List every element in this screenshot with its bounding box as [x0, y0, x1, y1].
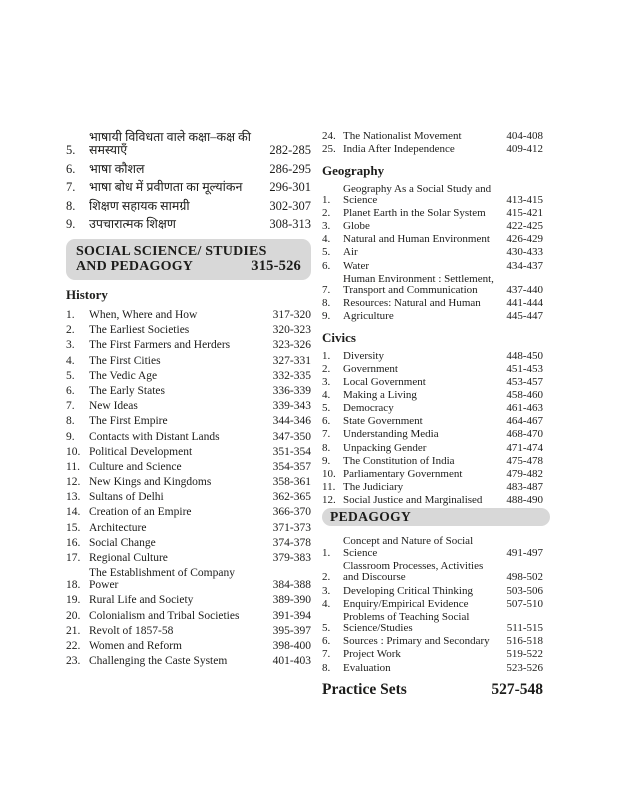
toc-item-title: Women and Reform [89, 639, 182, 652]
toc-item-number: 1. [322, 546, 331, 559]
toc-row [322, 351, 550, 363]
toc-item-title: Geography As a Social Study and Science [343, 182, 492, 207]
toc-row [322, 221, 550, 233]
toc-item-title: Rural Life and Society [89, 594, 194, 607]
toc-item-number: 10. [66, 445, 81, 458]
toc-item-number: 7. [322, 648, 331, 661]
toc-item-number: 25. [322, 143, 336, 156]
toc-row [66, 537, 311, 549]
toc-item-number: 8. [322, 297, 331, 310]
toc-row [322, 536, 550, 559]
toc-item-pages: 332-335 [272, 369, 311, 382]
toc-item-title: The Judiciary [343, 480, 404, 493]
toc-item-pages: 398-400 [272, 639, 311, 652]
toc-item-title: Resources: Natural and Human [343, 297, 481, 310]
toc-item-pages: 441-444 [506, 297, 543, 310]
history-list [66, 309, 311, 667]
toc-item-number: 5. [322, 622, 331, 635]
toc-item-pages: 404-408 [506, 130, 543, 142]
toc-item-number: 18. [66, 579, 81, 592]
toc-item-number: 12. [66, 476, 81, 489]
toc-item-title: The Establishment of Company Power [89, 567, 235, 592]
toc-item-title: Concept and Nature of Social Science [343, 535, 474, 559]
toc-item-title: The Earliest Societies [89, 324, 190, 337]
toc-row [322, 456, 550, 468]
toc-item-number: 21. [66, 624, 81, 637]
toc-row [66, 339, 311, 351]
toc-item-title: Making a Living [343, 389, 417, 402]
toc-row [66, 309, 311, 321]
toc-item-pages: 426-429 [506, 233, 543, 246]
toc-item-number: 1. [322, 194, 331, 207]
toc-row [322, 311, 550, 323]
toc-item-pages: 413-415 [506, 194, 543, 207]
toc-item-pages: 434-437 [506, 259, 543, 272]
toc-row [66, 163, 311, 176]
toc-item-number: 7. [322, 428, 331, 441]
toc-row [322, 495, 550, 507]
toc-item-number: 5. [322, 246, 331, 259]
toc-item-pages: 471-474 [506, 441, 543, 454]
toc-item-pages: 358-361 [272, 476, 311, 489]
toc-row [66, 552, 311, 564]
practice-sets-pages: 527-548 [491, 681, 543, 699]
toc-row [66, 446, 311, 458]
toc-item-number: 9. [322, 310, 331, 323]
toc-item-title: Diversity [343, 349, 384, 362]
toc-item-pages: 327-331 [272, 354, 311, 367]
toc-item-number: 14. [66, 506, 81, 519]
toc-row [322, 429, 550, 441]
toc-item-number: 17. [66, 552, 81, 564]
toc-item-number: 11. [66, 460, 80, 473]
toc-item-number: 4. [66, 354, 75, 367]
toc-item-pages: 362-365 [272, 491, 311, 504]
toc-row [322, 649, 550, 661]
toc-item-pages: 389-390 [272, 594, 311, 607]
toc-item-number: 3. [322, 584, 331, 597]
toc-item-title: New Kings and Kingdoms [89, 476, 212, 489]
toc-row [322, 561, 550, 584]
toc-item-pages: 282-285 [269, 143, 311, 157]
toc-item-title: Creation of an Empire [89, 506, 192, 519]
toc-row [66, 594, 311, 606]
toc-item-pages: 483-487 [506, 480, 543, 493]
toc-item-pages: 320-323 [272, 324, 311, 337]
toc-item-pages: 448-450 [506, 349, 543, 362]
toc-item-title: Human Environment : Settlement, Transport and Communication [343, 272, 494, 297]
toc-row [322, 247, 550, 259]
toc-item-number: 5. [66, 369, 75, 382]
toc-item-title: Social Change [89, 536, 156, 549]
toc-item-pages: 379-383 [272, 552, 311, 564]
toc-item-pages: 479-482 [506, 467, 543, 480]
toc-columns [66, 131, 550, 699]
toc-row [322, 403, 550, 415]
toc-item-number: 2. [66, 324, 75, 337]
pedagogy-list [322, 536, 550, 674]
geography-heading: Geography [322, 162, 385, 178]
social-science-section-header [66, 239, 311, 280]
toc-item-title: Natural and Human Environment [343, 233, 490, 246]
toc-item-number: 15. [66, 521, 81, 534]
toc-item-title: Local Government [343, 376, 426, 389]
toc-item-pages: 437-440 [506, 284, 543, 297]
toc-item-pages: 336-339 [272, 384, 311, 397]
toc-item-number: 3. [322, 220, 331, 233]
practice-sets-row [322, 681, 550, 699]
toc-item-title: Revolt of 1857-58 [89, 624, 174, 637]
toc-item-title: Government [343, 362, 398, 375]
toc-row [322, 416, 550, 428]
toc-item-number: 16. [66, 536, 81, 549]
toc-item-number: 9. [66, 430, 75, 443]
hindi-chapter-list [66, 131, 311, 231]
toc-row [322, 234, 550, 246]
toc-row [66, 640, 311, 652]
toc-row [322, 663, 550, 675]
toc-row [66, 506, 311, 518]
toc-item-title: उपचारात्मक शिक्षण [89, 217, 176, 231]
toc-item-number: 9. [66, 217, 76, 231]
toc-item-title: Political Development [89, 445, 193, 458]
toc-item-pages: 503-506 [506, 584, 543, 597]
toc-item-title: Democracy [343, 402, 394, 415]
toc-row [322, 274, 550, 297]
toc-row [66, 385, 311, 397]
toc-item-pages: 511-515 [506, 622, 543, 635]
toc-item-number: 9. [322, 454, 331, 467]
toc-item-number: 4. [322, 389, 331, 402]
toc-item-title: Colonialism and Tribal Societies [89, 609, 240, 622]
toc-item-number: 6. [66, 384, 75, 397]
toc-item-number: 10. [322, 467, 336, 480]
toc-item-pages: 461-463 [506, 402, 543, 415]
toc-item-title: Project Work [343, 648, 401, 661]
toc-item-number: 7. [66, 180, 76, 194]
toc-item-title: Water [343, 259, 369, 272]
toc-item-title: Sultans of Delhi [89, 491, 164, 504]
toc-item-pages: 507-510 [506, 597, 543, 610]
toc-item-number: 3. [66, 339, 75, 352]
toc-item-title: The First Farmers and Herders [89, 339, 231, 352]
toc-row [66, 491, 311, 503]
practice-sets-label: Practice Sets [322, 681, 407, 699]
toc-row [66, 181, 311, 194]
toc-item-title: Culture and Science [89, 460, 182, 473]
toc-item-title: भाषा कौशल [89, 161, 145, 176]
toc-item-pages: 422-425 [506, 220, 543, 233]
toc-row [322, 298, 550, 310]
toc-item-title: Contacts with Distant Lands [89, 430, 220, 443]
toc-item-number: 3. [322, 376, 331, 389]
toc-row [322, 377, 550, 389]
toc-item-pages: 344-346 [272, 415, 311, 428]
toc-row [322, 636, 550, 648]
toc-item-title: Problems of Teaching Social Science/Studies [343, 610, 470, 635]
history-heading: History [66, 287, 108, 302]
toc-item-title: Classroom Processes, Activities and Discourse [343, 559, 484, 584]
toc-item-title: Developing Critical Thinking [343, 584, 473, 597]
toc-row [66, 400, 311, 412]
toc-item-number: 6. [322, 259, 331, 272]
toc-row [66, 200, 311, 213]
toc-item-pages: 415-421 [506, 207, 543, 220]
toc-item-pages: 286-295 [269, 161, 311, 176]
toc-item-title: Sources : Primary and Secondary [343, 635, 490, 648]
toc-item-title: भाषायी विविधता वाले कक्षा–कक्ष की समस्याएँ [89, 130, 252, 157]
toc-item-number: 2. [322, 571, 331, 584]
toc-item-pages: 302-307 [269, 198, 311, 213]
toc-item-pages: 354-357 [272, 460, 311, 473]
toc-row [322, 390, 550, 402]
toc-item-title: Air [343, 246, 358, 259]
toc-item-pages: 523-526 [506, 661, 543, 674]
toc-item-number: 6. [66, 161, 76, 176]
toc-item-title: The Early States [89, 384, 166, 397]
toc-item-number: 2. [322, 207, 331, 220]
toc-item-title: शिक्षण सहायक सामग्री [89, 198, 190, 213]
section-header-line1: SOCIAL SCIENCE/ STUDIES [76, 244, 267, 259]
toc-item-pages: 374-378 [272, 536, 311, 549]
toc-row [66, 461, 311, 473]
toc-item-number: 11. [322, 480, 336, 493]
toc-item-number: 4. [322, 597, 331, 610]
toc-item-number: 5. [66, 143, 76, 157]
toc-item-pages: 488-490 [506, 493, 543, 506]
toc-item-title: Regional Culture [89, 552, 168, 564]
toc-row [322, 184, 550, 207]
toc-item-number: 8. [322, 441, 331, 454]
toc-row [66, 567, 311, 591]
toc-item-number: 12. [322, 493, 336, 506]
toc-item-number: 2. [322, 362, 331, 375]
toc-item-title: Challenging the Caste System [89, 655, 228, 668]
toc-item-pages: 347-350 [272, 430, 311, 443]
toc-item-number: 24. [322, 130, 336, 142]
toc-right-column [322, 131, 550, 699]
toc-item-title: Evaluation [343, 661, 391, 674]
section-header-pages: 315-526 [251, 258, 301, 274]
toc-item-pages: 475-478 [506, 454, 543, 467]
toc-item-pages: 401-403 [272, 655, 311, 668]
pedagogy-section-header: PEDAGOGY [322, 508, 550, 526]
toc-item-number: 23. [66, 655, 81, 668]
toc-row [66, 476, 311, 488]
toc-item-pages: 430-433 [506, 246, 543, 259]
toc-item-number: 8. [66, 415, 75, 428]
toc-item-title: The First Cities [89, 354, 161, 367]
toc-item-pages: 395-397 [272, 624, 311, 637]
toc-item-pages: 498-502 [506, 571, 543, 584]
toc-row [66, 355, 311, 367]
toc-item-pages: 519-522 [506, 648, 543, 661]
civics-heading: Civics [322, 329, 356, 345]
toc-row [66, 370, 311, 382]
toc-item-number: 20. [66, 609, 81, 622]
toc-item-pages: 468-470 [506, 428, 543, 441]
toc-row [66, 218, 311, 231]
toc-row [322, 599, 550, 611]
toc-row [66, 324, 311, 336]
toc-item-pages: 464-467 [506, 415, 543, 428]
toc-item-number: 1. [322, 349, 331, 362]
toc-row [66, 625, 311, 637]
toc-item-pages: 296-301 [269, 180, 311, 194]
toc-item-title: Agriculture [343, 310, 394, 323]
toc-item-title: When, Where and How [89, 309, 198, 321]
toc-item-pages: 323-326 [272, 339, 311, 352]
toc-row [322, 443, 550, 455]
toc-left-column [66, 131, 311, 670]
toc-item-pages: 308-313 [269, 217, 311, 231]
toc-row [322, 261, 550, 273]
toc-item-title: Understanding Media [343, 428, 439, 441]
toc-item-title: Architecture [89, 521, 147, 534]
toc-row [322, 612, 550, 635]
toc-item-title: Enquiry/Empirical Evidence [343, 597, 469, 610]
section-header-line2 [76, 259, 301, 274]
toc-row [66, 131, 311, 157]
toc-item-title: Unpacking Gender [343, 441, 427, 454]
toc-item-number: 4. [322, 233, 331, 246]
toc-row [66, 655, 311, 667]
toc-item-number: 6. [322, 635, 331, 648]
toc-item-title: Parliamentary Government [343, 467, 463, 480]
toc-item-pages: 317-320 [272, 309, 311, 321]
civics-list [322, 351, 550, 507]
history-continued-list [322, 131, 550, 156]
toc-item-title: The First Empire [89, 415, 168, 428]
toc-item-title: State Government [343, 415, 423, 428]
toc-item-pages: 491-497 [506, 546, 543, 559]
toc-item-pages: 451-453 [506, 362, 543, 375]
toc-item-pages: 366-370 [272, 506, 311, 519]
toc-item-number: 5. [322, 402, 331, 415]
toc-item-pages: 384-388 [272, 579, 311, 592]
toc-row [66, 431, 311, 443]
toc-item-number: 22. [66, 639, 81, 652]
toc-item-title: The Nationalist Movement [343, 130, 462, 142]
toc-row [66, 522, 311, 534]
toc-item-pages: 445-447 [506, 310, 543, 323]
toc-item-number: 13. [66, 491, 81, 504]
toc-item-number: 8. [66, 198, 76, 213]
toc-row [322, 131, 550, 143]
toc-row [322, 208, 550, 220]
toc-item-title: The Constitution of India [343, 454, 455, 467]
toc-item-title: New Ideas [89, 400, 138, 413]
toc-item-pages: 391-394 [272, 609, 311, 622]
toc-item-title: Social Justice and Marginalised [343, 493, 483, 506]
toc-item-title: Globe [343, 220, 370, 233]
toc-item-number: 7. [322, 284, 331, 297]
toc-item-pages: 351-354 [272, 445, 311, 458]
toc-item-pages: 458-460 [506, 389, 543, 402]
toc-item-pages: 516-518 [506, 635, 543, 648]
toc-item-title: Planet Earth in the Solar System [343, 207, 486, 220]
toc-item-pages: 339-343 [272, 400, 311, 413]
toc-item-number: 6. [322, 415, 331, 428]
toc-row [66, 415, 311, 427]
toc-row [322, 586, 550, 598]
toc-row [66, 610, 311, 622]
toc-row [322, 144, 550, 156]
toc-row [322, 482, 550, 494]
toc-item-number: 7. [66, 400, 75, 413]
geography-list [322, 184, 550, 323]
toc-item-number: 1. [66, 309, 75, 321]
toc-item-title: India After Independence [343, 143, 455, 156]
toc-item-number: 19. [66, 594, 81, 607]
toc-row [322, 364, 550, 376]
section-header-line2-text: AND PEDAGOGY [76, 259, 194, 274]
toc-item-number: 8. [322, 661, 331, 674]
toc-item-title: The Vedic Age [89, 369, 158, 382]
toc-item-pages: 409-412 [506, 143, 543, 156]
toc-item-title: भाषा बोध में प्रवीणता का मूल्यांकन [89, 180, 243, 194]
toc-row [322, 469, 550, 481]
toc-item-pages: 453-457 [506, 376, 543, 389]
toc-item-pages: 371-373 [272, 521, 311, 534]
